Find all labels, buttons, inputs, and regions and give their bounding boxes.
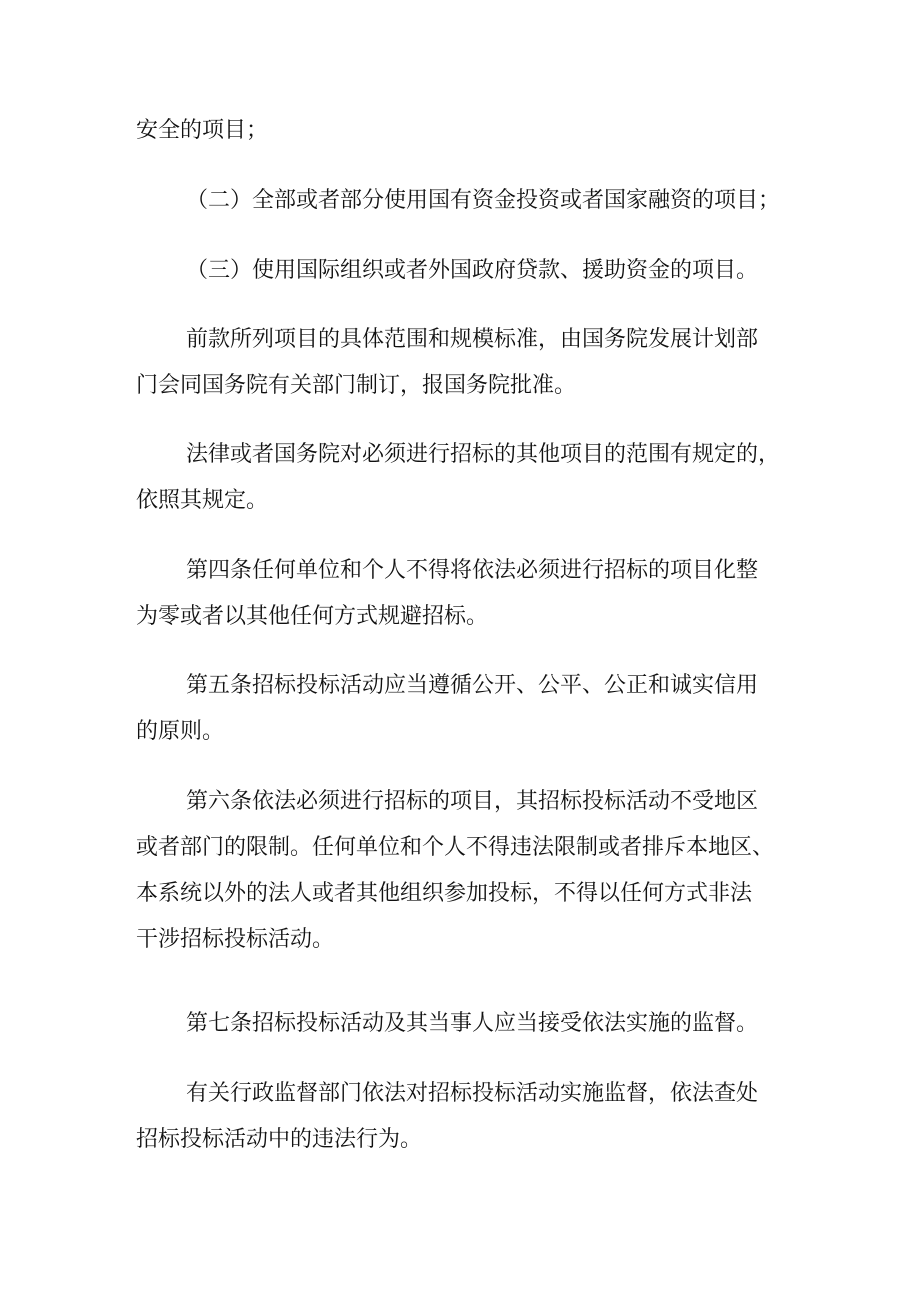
text-line-first: 前款所列项目的具体范围和规模标准，由国务院发展计划部 — [186, 327, 759, 352]
text-line: 干涉招标投标活动。 — [136, 927, 335, 952]
text-line-first: 法律或者国务院对必须进行招标的其他项目的范围有规定的， — [186, 442, 781, 467]
text-line-first: 第四条任何单位和个人不得将依法必须进行招标的项目化整 — [186, 558, 759, 583]
paragraph-item-3 — [186, 251, 846, 291]
text-line-first: 有关行政监督部门依法对招标投标活动实施监督，依法查处 — [186, 1081, 759, 1106]
paragraph-continuation — [136, 111, 796, 151]
text-line: 的原则。 — [136, 719, 225, 744]
text-line: 本系统以外的法人或者其他组织参加投标，不得以任何方式非法 — [136, 881, 753, 906]
paragraph-law-scope — [136, 435, 796, 521]
paragraph-supervision — [136, 1074, 796, 1160]
text-line: 招标投标活动中的违法行为。 — [136, 1127, 423, 1152]
text-line: 门会同国务院有关部门制订，报国务院批准。 — [136, 373, 577, 398]
paragraph-article-7 — [186, 1004, 846, 1044]
paragraph-article-6 — [136, 782, 796, 960]
text-line-first: 第五条招标投标活动应当遵循公开、公平、公正和诚实信用 — [186, 673, 759, 698]
text-line: 安全的项目； — [136, 118, 269, 143]
paragraph-scope — [136, 320, 796, 406]
text-line: （三）使用国际组织或者外国政府贷款、援助资金的项目。 — [186, 258, 759, 283]
text-line: 依照其规定。 — [136, 488, 269, 513]
text-line: 为零或者以其他任何方式规避招标。 — [136, 604, 489, 629]
paragraph-article-5 — [136, 666, 796, 752]
text-line: 第七条招标投标活动及其当事人应当接受依法实施的监督。 — [186, 1011, 759, 1036]
text-line-first: 第六条依法必须进行招标的项目，其招标投标活动不受地区 — [186, 789, 759, 814]
paragraph-item-2 — [186, 181, 846, 221]
text-line: 或者部门的限制。任何单位和个人不得违法限制或者排斥本地区、 — [136, 835, 775, 860]
paragraph-article-4 — [136, 551, 796, 637]
text-line: （二）全部或者部分使用国有资金投资或者国家融资的项目； — [186, 188, 781, 213]
